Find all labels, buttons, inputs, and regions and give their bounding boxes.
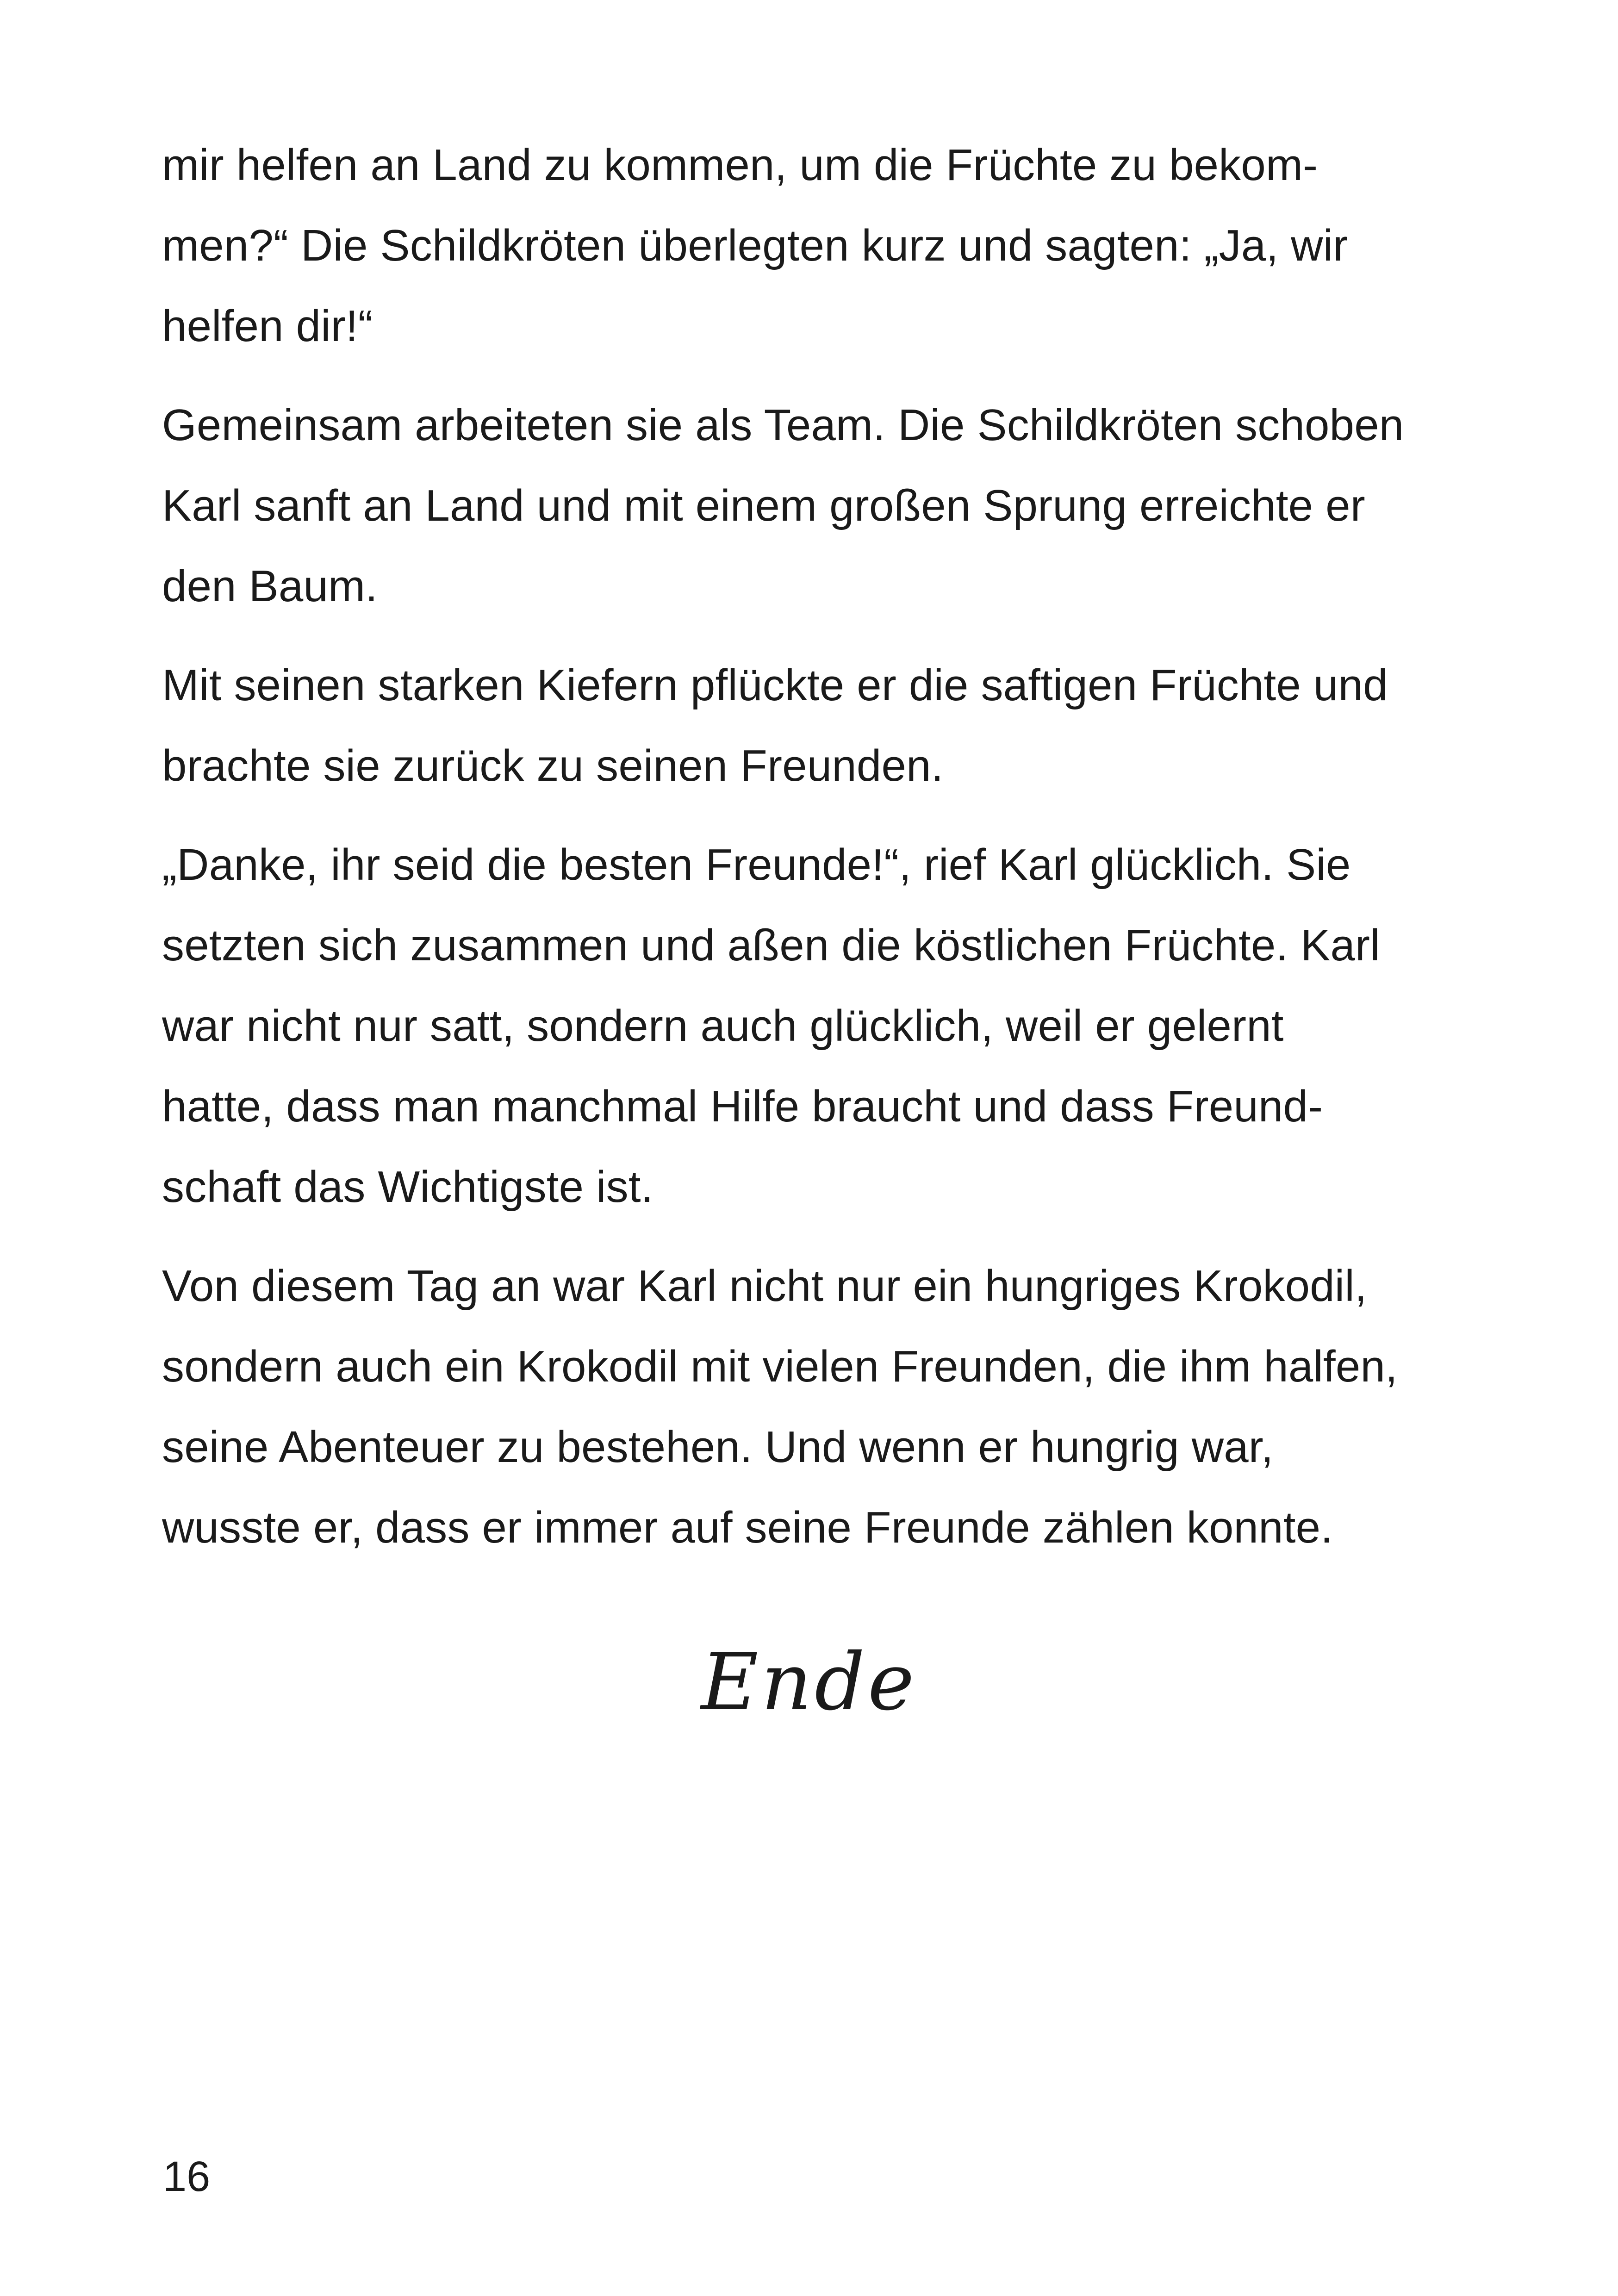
closing-word: Ende xyxy=(701,1636,917,1728)
text-line: Mit seinen starken Kiefern pflückte er die saftigen Früchte und xyxy=(162,660,1388,710)
text-line: wusste er, dass er immer auf seine Freunde zählen konnte. xyxy=(162,1503,1333,1552)
page-body xyxy=(162,125,1472,1587)
text-line: schaft das Wichtigste ist. xyxy=(162,1162,653,1212)
text-line: hatte, dass man manchmal Hilfe braucht und dass Freund- xyxy=(162,1082,1323,1131)
text-line: men?“ Die Schildkröten überlegten kurz und sagten: „Ja, wir xyxy=(162,221,1348,270)
paragraph-2 xyxy=(162,385,1472,627)
text-line: sondern auch ein Krokodil mit vielen Freunden, die ihm halfen, xyxy=(162,1342,1398,1391)
text-line: setzten sich zusammen und aßen die köstlichen Früchte. Karl xyxy=(162,921,1380,970)
text-line: seine Abenteuer zu bestehen. Und wenn er hungrig war, xyxy=(162,1422,1274,1472)
paragraph-4 xyxy=(162,825,1472,1227)
text-line: war nicht nur satt, sondern auch glücklich, weil er gelernt xyxy=(162,1001,1284,1051)
text-line: Von diesem Tag an war Karl nicht nur ein hungriges Krokodil, xyxy=(162,1261,1367,1311)
text-line: „Danke, ihr seid die besten Freunde!“, rief Karl glücklich. Sie xyxy=(162,840,1351,890)
page-number: 16 xyxy=(163,2153,211,2200)
text-line: Gemeinsam arbeiteten sie als Team. Die Schildkröten schoben xyxy=(162,400,1404,450)
text-line: den Baum. xyxy=(162,561,378,611)
text-line: Karl sanft an Land und mit einem großen Sprung erreichte er xyxy=(162,481,1365,530)
text-line: brachte sie zurück zu seinen Freunden. xyxy=(162,741,944,790)
text-line: helfen dir!“ xyxy=(162,301,373,351)
paragraph-1 xyxy=(162,125,1472,367)
text-line: mir helfen an Land zu kommen, um die Früchte zu bekom- xyxy=(162,140,1318,190)
paragraph-5 xyxy=(162,1246,1472,1568)
paragraph-3 xyxy=(162,645,1472,806)
